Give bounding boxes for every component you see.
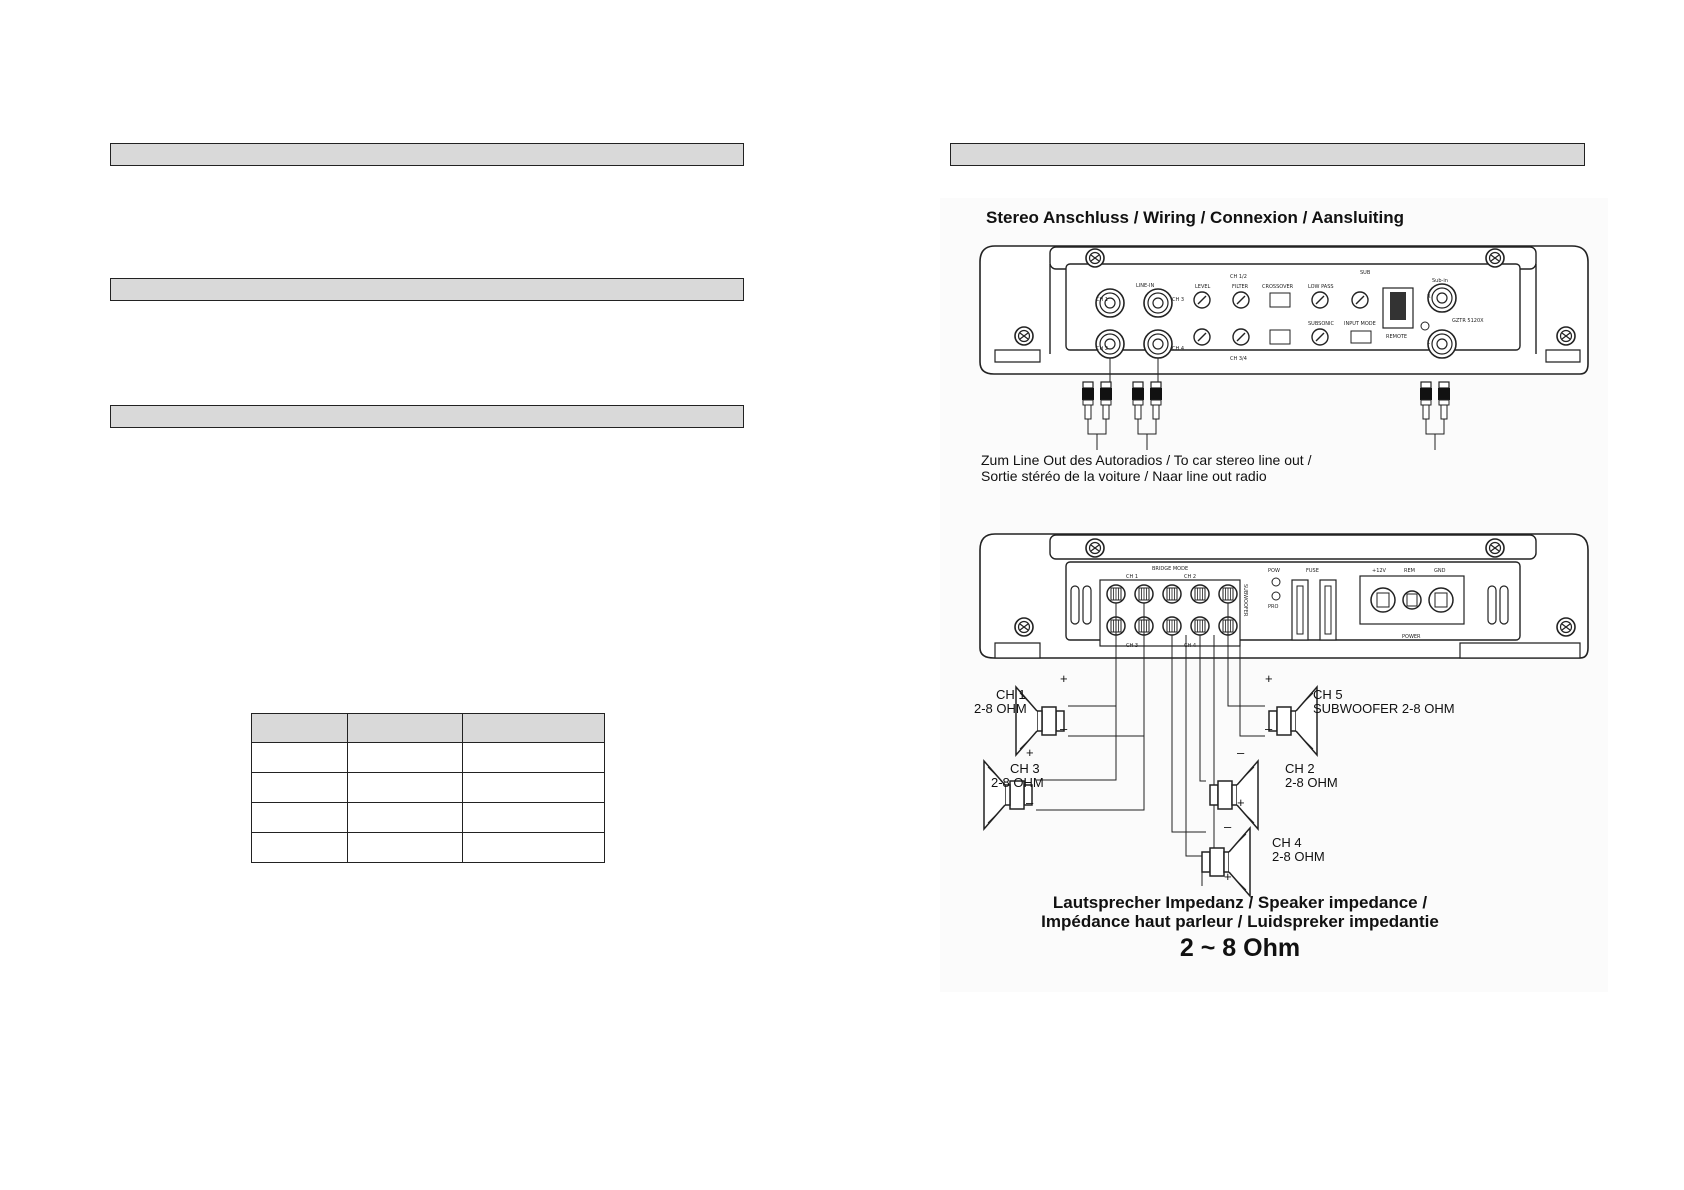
speaker-ch3-name: CH 3 — [1010, 761, 1040, 776]
label-ch2-in: CH 2 — [1096, 346, 1109, 352]
label-low-pass: LOW PASS — [1308, 284, 1334, 290]
table-header-cell — [252, 714, 348, 743]
label-level: LEVEL — [1195, 284, 1211, 290]
table-cell — [252, 773, 348, 803]
label-filter: FILTER — [1232, 284, 1249, 290]
speaker-ch5-spec: SUBWOOFER 2-8 OHM — [1313, 701, 1455, 716]
label-fuse: FUSE — [1306, 568, 1319, 574]
impedance-title-line2: Impédance haut parleur / Luidspreker impedantie — [1041, 912, 1439, 931]
wiring-diagram-graphic — [940, 198, 1608, 992]
label-out-ch1: CH 1 — [1126, 574, 1139, 580]
label-model: GZTR 5120X — [1452, 318, 1484, 324]
label-sub-in: Sub-in — [1432, 278, 1448, 284]
polarity-ch1-minus: – — [1060, 721, 1068, 736]
speaker-ch2-name: CH 2 — [1285, 761, 1315, 776]
wiring-diagram — [940, 198, 1608, 992]
section-header-bar-2 — [110, 278, 744, 301]
speaker-ch1-name: CH 1 — [996, 687, 1026, 702]
label-12v: +12V — [1372, 568, 1386, 574]
polarity-ch4-plus: + — [1224, 869, 1232, 884]
table-cell — [348, 803, 463, 833]
label-remote: REMOTE — [1386, 334, 1408, 340]
line-out-caption-line1: Zum Line Out des Autoradios / To car stereo line out / — [981, 452, 1312, 468]
table-cell — [252, 803, 348, 833]
speaker-ch4-name: CH 4 — [1272, 835, 1302, 850]
table-cell — [252, 743, 348, 773]
speaker-ch5-name: CH 5 — [1313, 687, 1343, 702]
label-subsonic: SUBSONIC — [1308, 321, 1334, 327]
label-ch12: CH 1/2 — [1230, 274, 1247, 280]
impedance-value: 2 ~ 8 Ohm — [1179, 934, 1301, 962]
table-cell — [252, 833, 348, 863]
polarity-ch3-plus: + — [1026, 745, 1034, 760]
label-ch4-in: CH 4 — [1172, 346, 1185, 352]
polarity-ch1-plus: + — [1060, 671, 1068, 686]
section-header-bar-3 — [110, 405, 744, 428]
polarity-ch3-minus: – — [1026, 795, 1034, 810]
speaker-ch4-spec: 2-8 OHM — [1272, 849, 1325, 864]
impedance-title-line1: Lautsprecher Impedanz / Speaker impedance / — [1052, 893, 1428, 912]
table-cell — [348, 743, 463, 773]
polarity-ch5-plus: + — [1265, 671, 1273, 686]
label-sub: SUB — [1360, 270, 1371, 276]
table-cell — [348, 773, 463, 803]
label-r: R — [1427, 294, 1431, 300]
polarity-ch2-minus: – — [1237, 745, 1245, 760]
polarity-ch4-minus: – — [1224, 819, 1232, 834]
table-cell — [463, 803, 605, 833]
speaker-ch2-spec: 2-8 OHM — [1285, 775, 1338, 790]
line-out-caption-line2: Sortie stéréo de la voiture / Naar line out radio — [981, 468, 1267, 484]
polarity-ch2-plus: + — [1237, 795, 1245, 810]
amplifier-output-panel — [980, 534, 1588, 658]
speaker-ch3-spec: 2-8 OHM — [991, 775, 1044, 790]
table-header-row — [252, 714, 605, 743]
label-l: L — [1427, 340, 1430, 346]
label-crossover: CROSSOVER — [1262, 284, 1294, 290]
label-line-in: LINE-IN — [1136, 283, 1155, 289]
speaker-ch2-graphic — [1210, 761, 1258, 829]
label-subwoofer-vertical: SUBWOOFER — [1242, 584, 1248, 617]
table-header-cell — [348, 714, 463, 743]
table-cell — [348, 833, 463, 863]
speaker-ch4-graphic — [1202, 828, 1250, 896]
amplifier-input-panel — [980, 246, 1588, 374]
table-row — [252, 743, 605, 773]
spec-table — [251, 713, 605, 863]
table-cell — [463, 833, 605, 863]
table-cell — [463, 773, 605, 803]
label-ch3-in: CH 3 — [1172, 297, 1185, 303]
polarity-ch5-minus: – — [1265, 721, 1273, 736]
label-gnd: GND — [1434, 568, 1446, 574]
label-power: POWER — [1402, 634, 1421, 640]
label-pow: POW — [1268, 568, 1280, 574]
table-row — [252, 773, 605, 803]
label-bridge-mode: BRIDGE MODE — [1152, 566, 1189, 572]
label-out-ch2: CH 2 — [1184, 574, 1197, 580]
label-out-ch4: CH 4 — [1184, 643, 1197, 649]
stereo-wiring-title: Stereo Anschluss / Wiring / Connexion / Aansluiting — [986, 208, 1404, 227]
label-rem: REM — [1404, 568, 1415, 574]
section-header-bar-1 — [110, 143, 744, 166]
speaker-ch5-graphic — [1269, 687, 1317, 755]
label-pro: PRO — [1268, 604, 1279, 610]
label-input-mode: INPUT MODE — [1344, 321, 1376, 327]
table-cell — [463, 743, 605, 773]
table-row — [252, 803, 605, 833]
table-header-cell — [463, 714, 605, 743]
label-out-ch3: CH 3 — [1126, 643, 1139, 649]
section-header-bar-right — [950, 143, 1585, 166]
table-row — [252, 833, 605, 863]
label-ch1-in: CH 1 — [1096, 297, 1109, 303]
label-ch34: CH 3/4 — [1230, 356, 1247, 362]
speaker-ch1-spec: 2-8 OHM — [974, 701, 1027, 716]
